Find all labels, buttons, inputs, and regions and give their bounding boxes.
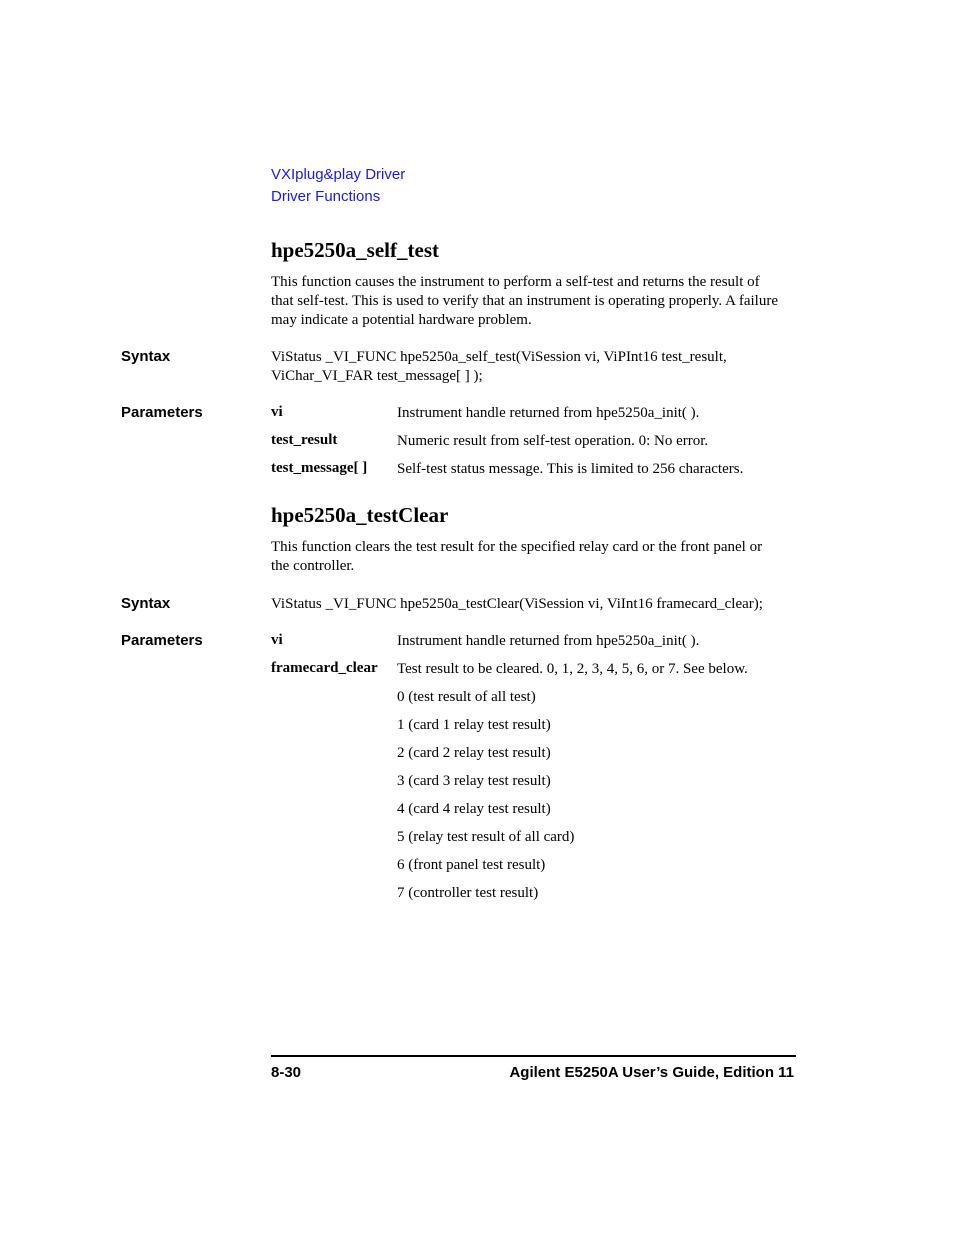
section-title-self-test: hpe5250a_self_test	[271, 238, 439, 262]
section-title-testclear: hpe5250a_testClear	[271, 503, 449, 527]
syntax-line: ViStatus _VI_FUNC hpe5250a_testClear(ViSession vi, ViInt16 framecard_clear);	[271, 596, 763, 612]
param-desc: Instrument handle returned from hpe5250a_init( ).	[397, 405, 700, 421]
syntax-label: Syntax	[121, 595, 171, 612]
syntax-line: ViChar_VI_FAR test_message[ ] );	[271, 368, 483, 384]
value-list-item: 2 (card 2 relay test result)	[397, 745, 551, 761]
param-name: vi	[271, 404, 283, 420]
section-description-testclear	[271, 538, 762, 576]
param-desc: Numeric result from self-test operation. 0: No error.	[397, 433, 709, 449]
footer-rule	[271, 1055, 796, 1057]
syntax-code-testclear	[271, 595, 763, 614]
breadcrumb-link-driver-functions[interactable]: Driver Functions	[271, 188, 381, 205]
value-list-item: 1 (card 1 relay test result)	[397, 717, 551, 733]
value-list-item: 5 (relay test result of all card)	[397, 829, 575, 845]
description-line: may indicate a potential hardware problem.	[271, 312, 532, 328]
footer-title: Agilent E5250A User’s Guide, Edition 11	[509, 1064, 794, 1081]
description-line: that self-test. This is used to verify that an instrument is operating properly. A failure	[271, 293, 778, 309]
section-description-self-test	[271, 273, 778, 330]
breadcrumb-link-vxiplug[interactable]: VXIplug&play Driver	[271, 166, 406, 183]
description-line: This function clears the test result for the specified relay card or the front panel or	[271, 539, 763, 555]
parameters-label: Parameters	[121, 632, 203, 649]
description-line: the controller.	[271, 558, 355, 574]
value-list-item: 7 (controller test result)	[397, 885, 539, 901]
param-name: test_result	[271, 432, 338, 448]
param-name: test_message[ ]	[271, 460, 368, 476]
syntax-code-self-test	[271, 348, 727, 386]
param-name: framecard_clear	[271, 660, 378, 676]
syntax-label: Syntax	[121, 348, 171, 365]
page-number: 8-30	[271, 1064, 302, 1081]
param-desc: Self-test status message. This is limited to 256 characters.	[397, 461, 744, 477]
description-line: This function causes the instrument to perform a self-test and returns the result of	[271, 274, 760, 290]
parameters-label: Parameters	[121, 404, 203, 421]
value-list-item: 0 (test result of all test)	[397, 689, 536, 705]
value-list-item: 4 (card 4 relay test result)	[397, 801, 551, 817]
value-list-item: 6 (front panel test result)	[397, 857, 546, 873]
value-list-item: 3 (card 3 relay test result)	[397, 773, 551, 789]
param-name: vi	[271, 632, 283, 648]
param-desc: Instrument handle returned from hpe5250a_init( ).	[397, 633, 700, 649]
param-desc: Test result to be cleared. 0, 1, 2, 3, 4, 5, 6, or 7. See below.	[397, 661, 748, 677]
syntax-line: ViStatus _VI_FUNC hpe5250a_self_test(ViSession vi, ViPInt16 test_result,	[271, 349, 727, 365]
